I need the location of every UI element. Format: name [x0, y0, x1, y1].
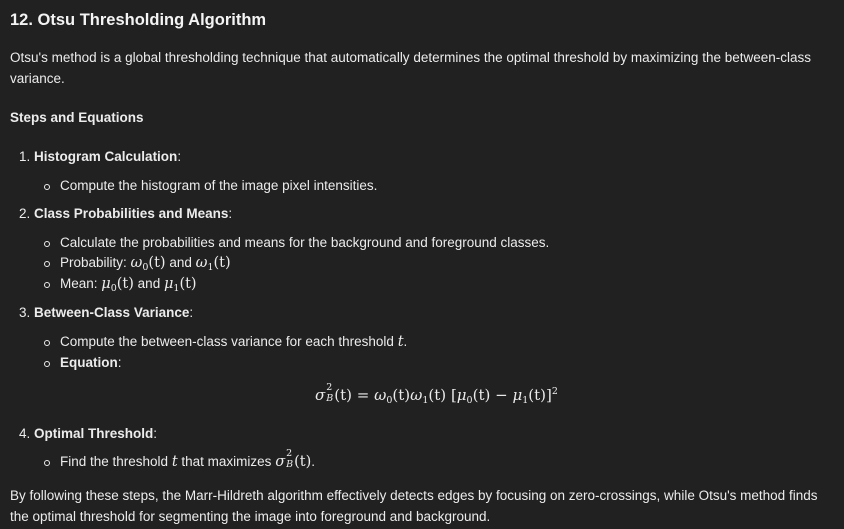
step-2-number: 2. — [19, 206, 31, 221]
bullet-text: Probability: $\omega_0(t)$ and $\omega_1(t)$ — [60, 255, 231, 273]
intro-paragraph: Otsu's method is a global thresholding technique that automatically determines the optimal threshold by maximizing the between-class variance. — [10, 50, 812, 86]
mu-0-symbol: $\mu_0(t)$ — [101, 276, 134, 294]
omega-1-symbol: $\omega_1(t)$ — [195, 255, 231, 273]
step-3-title: Between-Class Variance — [34, 305, 190, 320]
step-4: 4. Optimal Threshold: — [19, 426, 158, 441]
step-1-bullet-1 — [44, 178, 377, 193]
t-symbol: t — [397, 334, 404, 350]
sigma-b-squared-symbol: σ 2 B (t) — [275, 448, 312, 470]
bullet-text: Equation: — [60, 355, 122, 370]
bullet-text: Mean: $\mu_0(t)$ and $\mu_1(t)$ — [60, 276, 197, 294]
step-4-bullet-1 — [44, 448, 316, 470]
step-4-number: 4. — [19, 426, 31, 441]
step-3-number: 3. — [19, 305, 31, 320]
mu-1-symbol: $\mu_1(t)$ — [163, 276, 197, 294]
t-symbol: t — [171, 454, 178, 470]
conclusion-paragraph: By following these steps, the Marr-Hildreth algorithm effectively detects edges by focusing on zero-crossings, while Otsu's method finds the optimal threshold for segmenting the image into foreground and background. — [10, 488, 818, 524]
section-title: 12. Otsu Thresholding Algorithm — [10, 11, 267, 29]
step-2-title: Class Probabilities and Means — [34, 206, 229, 221]
step-1-number: 1. — [19, 149, 31, 164]
bullet-text: Find the threshold t that maximizes σ 2 B (t). — [60, 448, 316, 470]
step-2: 2. Class Probabilities and Means: — [19, 206, 233, 221]
step-2-bullet-probability — [44, 255, 231, 271]
bullet-text: Compute the histogram of the image pixel intensities. — [60, 178, 378, 193]
step-2-bullet-1 — [44, 235, 549, 250]
between-class-variance-equation: σ 2 B $(t) = \omega_0(t)\omega_1(t) [\mu_0(t) - \mu_1(t)]^2$ — [315, 382, 558, 406]
steps-subheading: Steps and Equations — [10, 110, 144, 125]
bullet-text: Compute the between-class variance for each threshold t. — [60, 334, 408, 350]
step-3-bullet-equation — [44, 355, 122, 370]
step-1: 1. Histogram Calculation: — [19, 149, 182, 164]
step-4-title: Optimal Threshold — [34, 426, 154, 441]
omega-0-symbol: $\omega_0(t)$ — [130, 255, 166, 273]
step-1-title: Histogram Calculation — [34, 149, 178, 164]
bullet-text: Calculate the probabilities and means for the background and foreground classes. — [60, 235, 550, 250]
step-2-bullet-mean — [44, 276, 197, 292]
step-3: 3. Between-Class Variance: — [19, 305, 194, 320]
step-3-bullet-1 — [44, 334, 407, 350]
